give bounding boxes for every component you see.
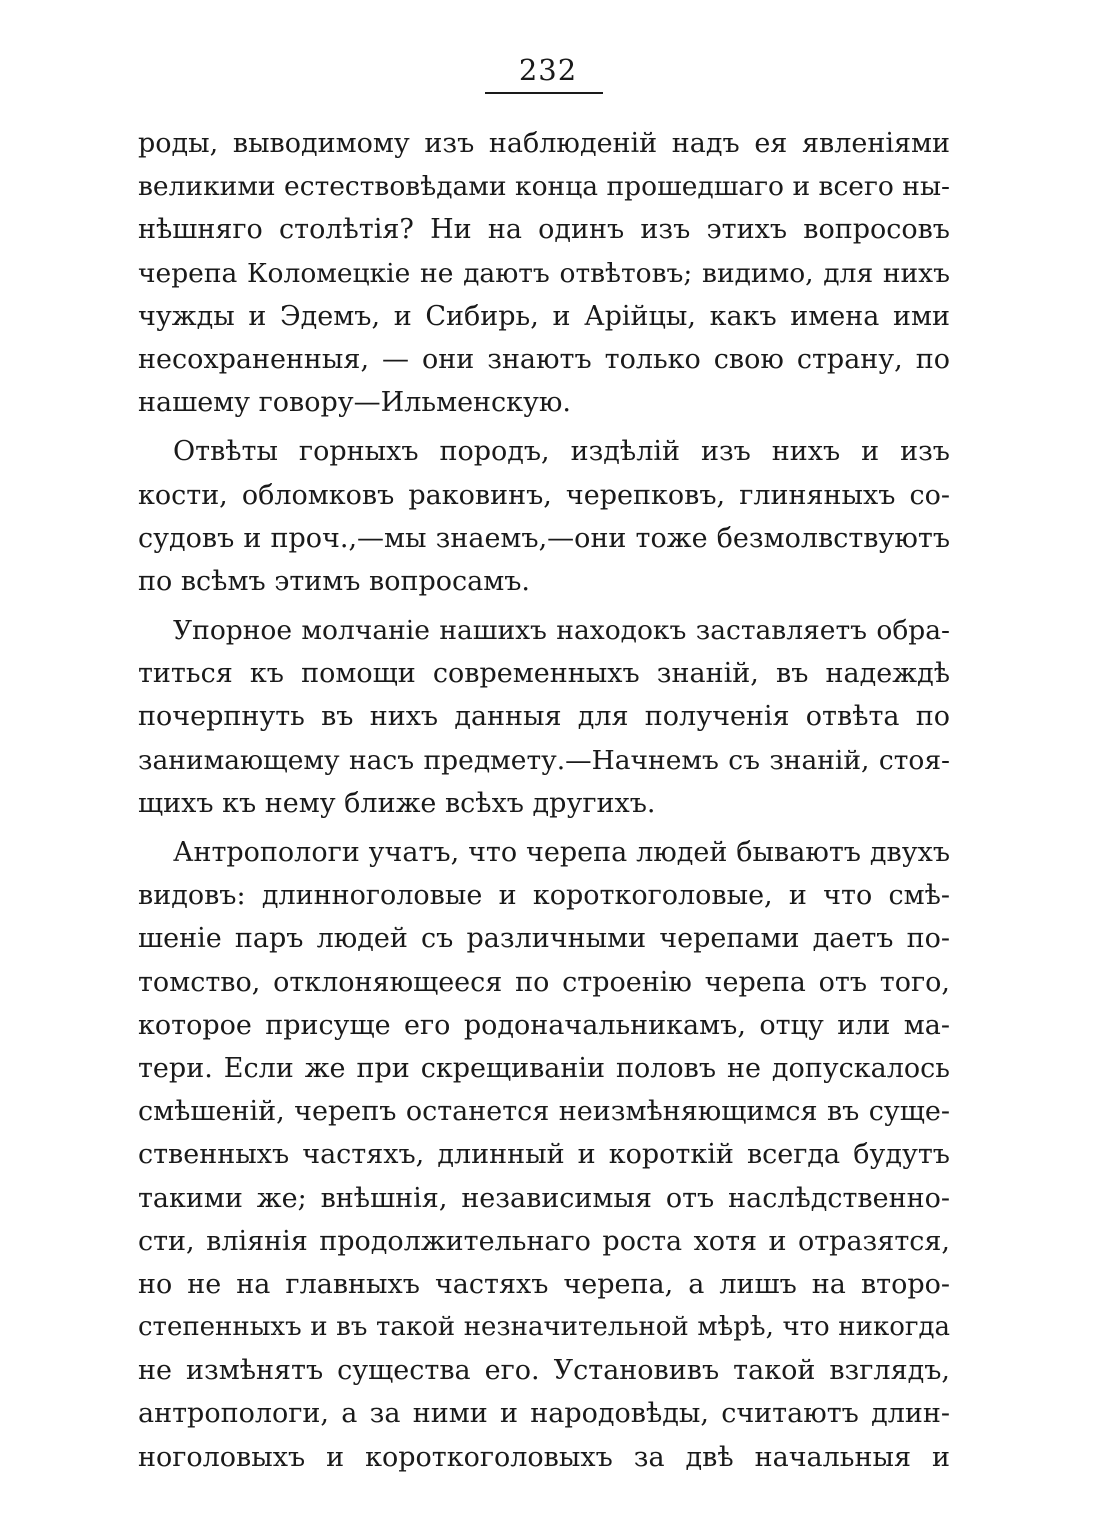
text-line: великими естествовѣдами конца прошедшаго и всего ны-: [138, 171, 950, 203]
text-line: нѣшняго столѣтія? Ни на одинъ изъ этихъ вопросовъ: [138, 214, 950, 246]
text-line: занимающему насъ предмету.—Начнемъ съ знаній, стоя-: [138, 744, 950, 776]
text-line: Антропологи учатъ, что черепа людей бываютъ двухъ: [173, 837, 950, 868]
text-line: тери. Если же при скрещиваніи половъ не допускалось: [138, 1052, 950, 1084]
page-number: 232: [518, 53, 578, 87]
text-line: томство, отклоняющееся по строенію черепа отъ того,: [138, 966, 950, 998]
text-line: смѣшеній, черепъ останется неизмѣняющимся въ суще-: [138, 1096, 950, 1128]
text-line: нашему говору—Ильменскую.: [138, 387, 572, 419]
text-line: не измѣнятъ существа его. Установивъ такой взглядъ,: [138, 1355, 950, 1387]
text-line: несохраненныя, — они знаютъ только свою страну, по: [138, 343, 950, 375]
text-line: щихъ къ нему ближе всѣхъ другихъ.: [138, 787, 656, 819]
text-line: черепа Коломецкіе не даютъ отвѣтовъ; видимо, для нихъ: [138, 257, 950, 289]
text-line: кости, обломковъ раковинъ, черепковъ, глиняныхъ со-: [138, 479, 950, 511]
text-line: шеніе паръ людей съ различными черепами даетъ по-: [138, 923, 950, 955]
text-line: антропологи, а за ними и народовѣды, считаютъ длин-: [138, 1398, 950, 1430]
text-line: Упорное молчаніе нашихъ находокъ заставляетъ обра-: [173, 615, 950, 647]
paragraph: [138, 609, 950, 825]
text-line: степенныхъ и въ такой незначительной мѣрѣ, что никогда: [138, 1312, 950, 1343]
text-line: чужды и Эдемъ, и Сибирь, и Арійцы, какъ имена ими: [138, 300, 950, 332]
text-line: ноголовыхъ и короткоголовыхъ за двѣ начальныя и: [138, 1441, 950, 1473]
text-line: видовъ: длинноголовые и короткоголовые, и что смѣ-: [138, 880, 950, 912]
page-number-rule: [485, 92, 603, 94]
text-line: титься къ помощи современныхъ знаній, въ надеждѣ: [138, 658, 950, 690]
paragraph: [138, 122, 950, 424]
text-line: почерпнуть въ нихъ данныя для полученія отвѣта по: [138, 701, 950, 733]
text-line: которое присуще его родоначальникамъ, отцу или ма-: [138, 1009, 950, 1041]
text-line: но не на главныхъ частяхъ черепа, а лишъ на второ-: [138, 1268, 950, 1300]
text-line: роды, выводимому изъ наблюденій надъ ея явленіями: [138, 128, 950, 159]
text-line: по всѣмъ этимъ вопросамъ.: [138, 565, 530, 597]
paragraph: [138, 430, 950, 603]
text-line: ственныхъ частяхъ, длинный и короткій всегда будутъ: [138, 1139, 950, 1171]
text-line: такими же; внѣшнія, независимыя отъ наслѣдственно-: [138, 1182, 950, 1214]
body-text: [138, 122, 950, 1479]
text-line: сти, вліянія продолжительнаго роста хотя и отразятся,: [138, 1225, 950, 1257]
paragraph: [138, 831, 950, 1479]
text-line: судовъ и проч.,—мы знаемъ,—они тоже безмолвствуютъ: [138, 522, 950, 554]
text-line: Отвѣты горныхъ породъ, издѣлій изъ нихъ и изъ: [173, 436, 950, 468]
